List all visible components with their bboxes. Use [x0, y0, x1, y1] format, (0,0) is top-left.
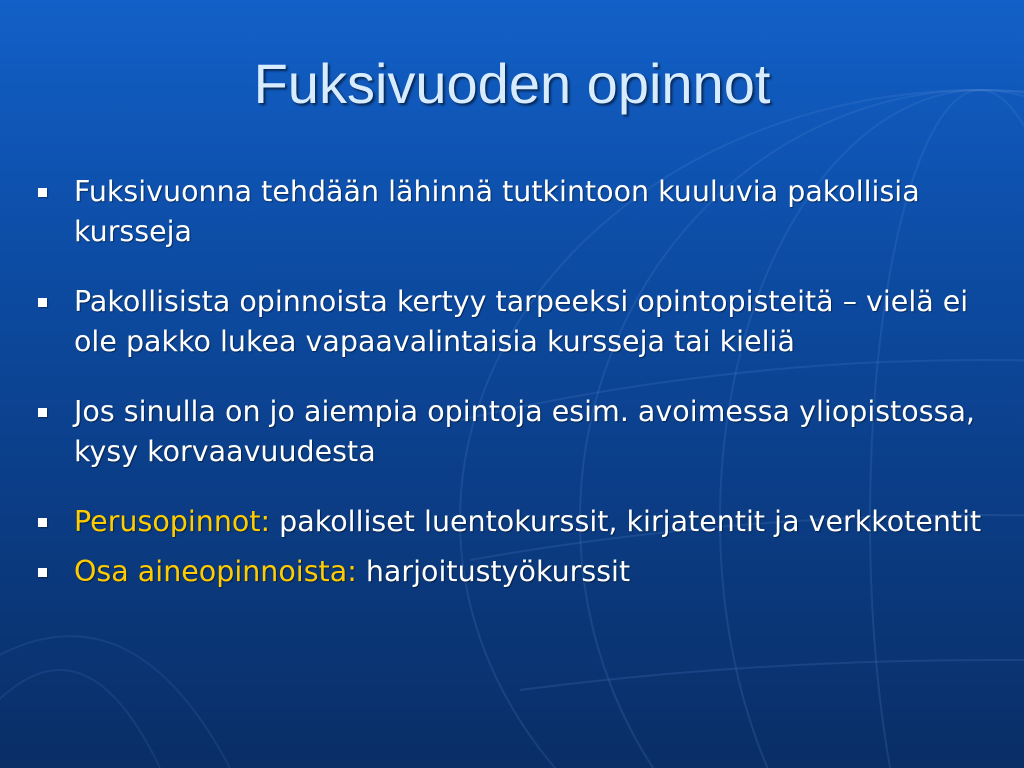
bullet-text: pakolliset luentokurssit, kirjatentit ja verkkotentit — [270, 505, 982, 538]
square-bullet-icon — [38, 188, 47, 197]
bullet-text: Pakollisista opinnoista kertyy tarpeeksi opintopisteitä – vielä ei ole pakko lukea vapaavalintaisia kursseja tai kieliä — [74, 285, 969, 358]
square-bullet-icon — [38, 298, 47, 307]
bullet-item — [30, 392, 1020, 472]
bullet-item — [30, 502, 1020, 542]
bullet-text: harjoitustyökurssit — [356, 555, 631, 588]
bullet-item — [30, 282, 1020, 362]
bullet-text: Jos sinulla on jo aiempia opintoja esim. avoimessa yliopistossa, kysy korvaavuudesta — [74, 395, 975, 468]
square-bullet-icon — [38, 568, 47, 577]
bullet-list — [30, 172, 1020, 592]
bullet-text: Fuksivuonna tehdään lähinnä tutkintoon kuuluvia pakollisia kursseja — [74, 175, 920, 248]
bullet-highlight: Perusopinnot: — [74, 505, 271, 538]
bullet-item — [30, 172, 1020, 252]
bullet-highlight: Osa aineopinnoista: — [74, 555, 357, 588]
slide-title: Fuksivuoden opinnot — [253, 52, 771, 115]
square-bullet-icon — [38, 518, 47, 527]
bullet-item — [30, 552, 1020, 592]
square-bullet-icon — [38, 408, 47, 417]
